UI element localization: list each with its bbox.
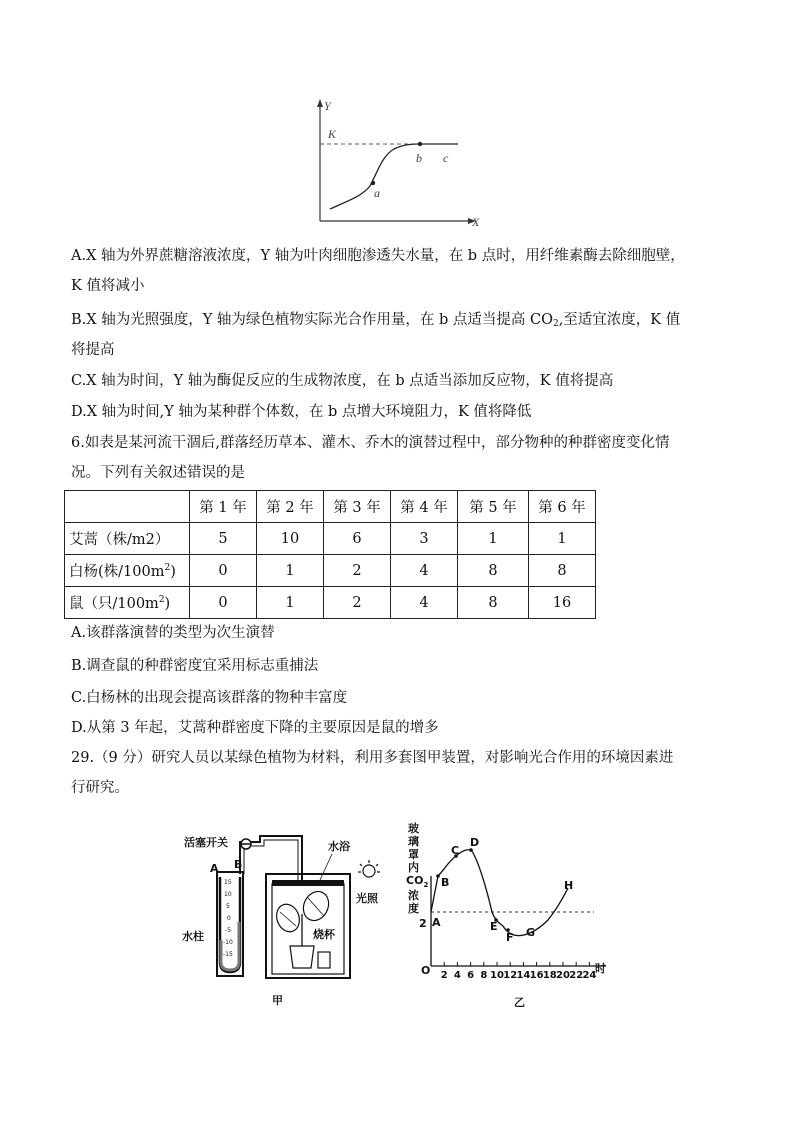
q29-stem-line2: 行研究。 [71,780,129,796]
point-g-label: G [526,926,536,939]
y-label-char: 内 [408,861,419,874]
svg-text:0: 0 [227,915,231,922]
table-cell: 1 [257,587,324,619]
y-axis-label: Y [324,99,331,113]
x-tick-label: 4 [453,970,461,981]
table-row [65,587,596,619]
leaf-left [273,901,303,935]
table-row [65,523,596,555]
x-tick-label: 10 [490,970,504,981]
table-cell: 2 [324,555,391,587]
x-tick-label: 6 [467,970,475,981]
q6-option-b: B.调查鼠的种群密度宜采用标志重捕法 [71,658,319,674]
q5-option-d: D.X 轴为时间,Y 轴为某种群个体数，在 b 点增大环境阻力，K 值将降低 [71,404,532,420]
y-label-char: 度 [408,902,419,915]
point-a-dot [371,181,375,185]
table-cell: 5 [190,523,257,555]
y-label-char: 浓 [408,889,419,902]
q6-option-c: C.白杨林的出现会提高该群落的物种丰富度 [71,690,348,706]
table-cell: 2 [324,587,391,619]
k-label: K [328,127,337,141]
table-cell: 0 [190,587,257,619]
valve-label: 活塞开关 [184,836,228,849]
point-h-label: H [564,879,574,892]
beaker [318,952,330,968]
table-cell: 8 [458,555,529,587]
point-c-label: C [451,844,460,857]
x-tick-label: 22 [569,970,584,981]
table-header-cell: 第 3 年 [324,491,391,523]
origin-label: O [421,964,431,977]
x-axis-tick-labels [441,970,597,981]
apparatus-figure [180,822,395,1012]
table-cell: 1 [529,523,596,555]
y-label-char: 玻 [408,822,419,835]
row-label: 艾蒿（株/m2） [69,532,170,548]
x-tick-label: 2 [440,970,448,981]
y-label-co2: $CO_2$ [406,874,429,889]
svg-text:5: 5 [226,903,230,910]
light-label: 光照 [356,892,378,905]
table-header-cell: 第 1 年 [190,491,257,523]
table-cell: 8 [529,555,596,587]
row-header [65,555,190,587]
point-d-label: D [470,836,480,849]
y-label-char: 璃 [408,835,419,848]
co2-subscript: 2 [552,319,559,329]
point-f-label: F [506,931,514,944]
svg-text:-15: -15 [223,951,233,958]
row-header [65,587,190,619]
cover-lid [272,880,344,886]
svg-text:10: 10 [224,891,232,898]
table-header-cell: 第 4 年 [391,491,458,523]
table-cell: 6 [324,523,391,555]
table-header-cell [65,491,190,523]
y-label-char: 罩 [408,848,419,861]
table-cell: 4 [391,555,458,587]
caption-yi: 乙 [514,996,525,1009]
x-tick-label: 24 [582,970,597,981]
co2-curve-figure [404,816,619,1012]
q6-option-a: A.该群落演替的类型为次生演替 [71,625,275,641]
q5-option-a-line1: A.X 轴为外界蔗糖溶液浓度，Y 轴为叶肉细胞渗透失水量，在 b 点时，用纤维素酶去除细胞壁， [71,248,685,264]
x-tick-label: 20 [556,970,570,981]
row-label-end: ) [170,564,176,580]
point-c-label: c [443,151,449,165]
beaker-label: 烧杯 [313,928,335,941]
s-curve-graph [300,96,490,231]
q6-stem-line1: 6.如表是某河流干涸后,群落经历草本、灌木、乔木的演替过程中，部分物种的种群密度变化情 [71,435,670,451]
unit-superscript: 2 [164,563,171,573]
x-axis-label: X [472,215,480,229]
water-bath-label: 水浴 [328,840,350,853]
table-header-cell: 第 6 年 [529,491,596,523]
caption-jia: 甲 [272,994,283,1007]
x-tick-label: 8 [480,970,488,981]
q5-option-c: C.X 轴为时间，Y 轴为酶促反应的生成物浓度，在 b 点适当添加反应物，K 值将提高 [71,373,614,389]
svg-text:-5: -5 [225,927,231,934]
point-b-label: b [416,151,422,165]
point-a-label: a [374,186,380,200]
table-header-row [65,491,596,523]
table-header-cell: 第 2 年 [257,491,324,523]
table-cell: 1 [257,555,324,587]
unit-superscript: 2 [158,595,165,605]
x-tick-label: 16 [529,970,544,981]
row-label-end: ) [164,596,171,612]
q5-option-b-line2: 将提高 [71,342,115,358]
x-tick-label: 14 [516,970,531,981]
q5-option-b-text-end: ,至适宜浓度，K 值 [558,312,681,328]
table-cell: 16 [529,587,596,619]
q6-stem-line2: 况。下列有关叙述错误的是 [71,465,245,481]
table-cell: 0 [190,555,257,587]
x-tick-label: 12 [503,970,518,981]
table-cell: 8 [458,587,529,619]
y-axis-arrow [317,99,323,107]
q6-option-d: D.从第 3 年起，艾蒿种群密度下降的主要原因是鼠的增多 [71,720,439,736]
row-label: 白杨(株/100m [69,564,165,580]
co2-curve [431,850,568,936]
label-b: B [234,858,243,871]
q5-option-b-line1 [71,310,680,334]
q5-option-b-text: B.X 轴为光照强度，Y 轴为绿色植物实际光合作用量，在 b 点适当提高 CO [71,312,553,328]
y-value-2: 2 [419,917,427,930]
q6-density-table [64,490,596,619]
q5-option-a-line2: K 值将减小 [71,278,145,294]
table-cell: 1 [458,523,529,555]
table-cell: 4 [391,587,458,619]
table-cell: 10 [257,523,324,555]
point-b-dot [418,142,422,146]
x-unit-label: 时 [595,962,606,975]
q29-stem-line1: 29.（9 分）研究人员以某绿色植物为材料，利用多套图甲装置，对影响光合作用的环境因素进 [71,750,674,766]
x-tick-label: 18 [542,970,557,981]
label-a: A [210,862,219,875]
point-b-label: B [441,876,450,889]
table-cell: 3 [391,523,458,555]
s-curve [330,144,458,209]
flower-pot [290,946,314,968]
row-header [65,523,190,555]
table-row [65,555,596,587]
manometer-scale [223,879,233,958]
point-a-label: A [432,916,441,929]
water-column-label: 水柱 [182,930,204,943]
leaf-right [299,887,333,924]
row-label: 鼠（只/100m [69,596,159,612]
svg-text:-10: -10 [223,939,233,946]
light-icon [358,860,380,877]
svg-text:15: 15 [224,879,232,886]
table-header-cell: 第 5 年 [458,491,529,523]
point-e-label: E [490,920,498,933]
